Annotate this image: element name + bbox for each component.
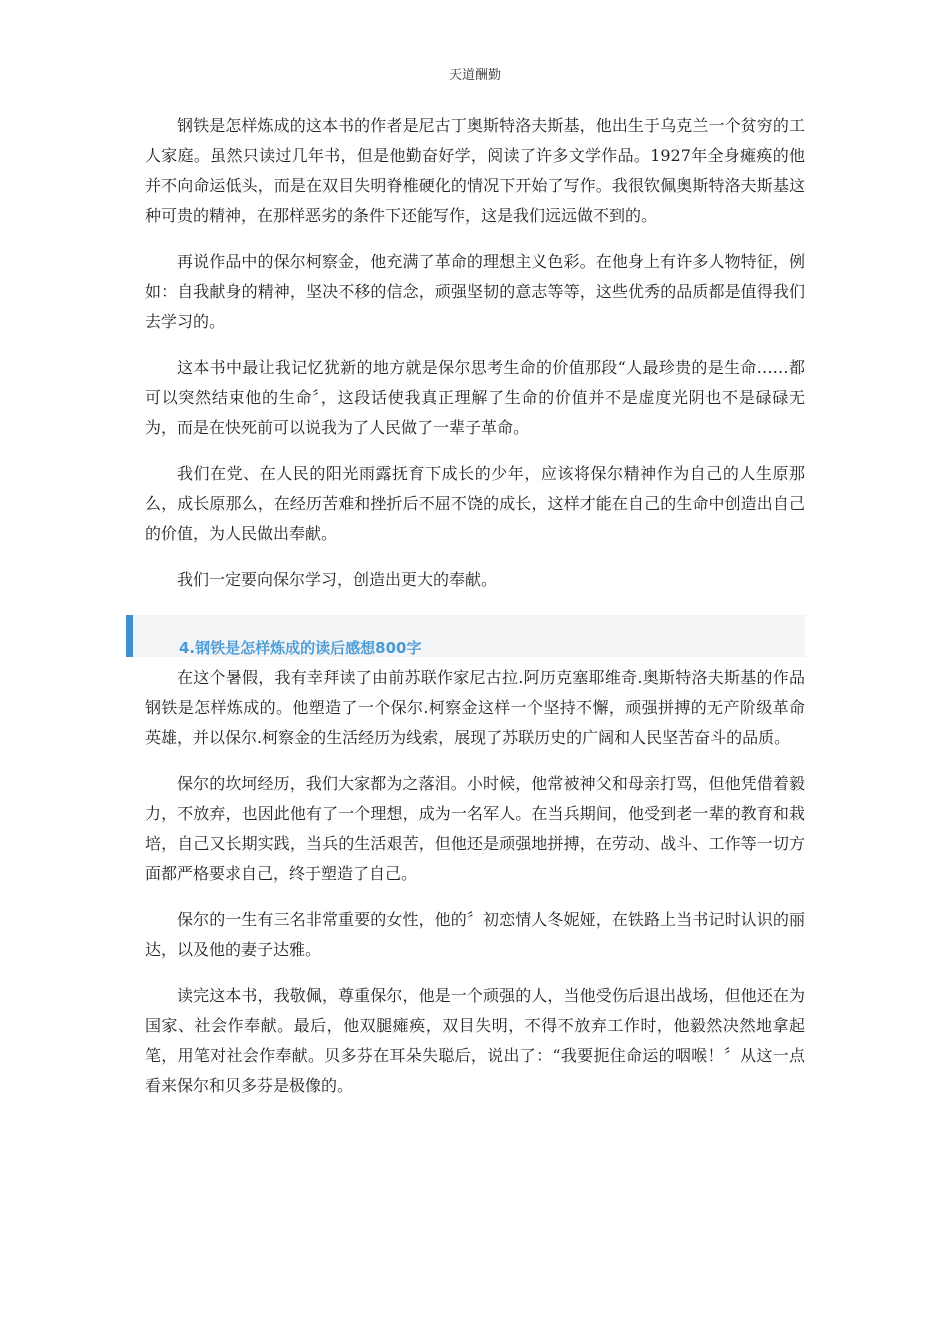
paragraph: 我们在党、在人民的阳光雨露抚育下成长的少年，应该将保尔精神作为自己的人生原那么，成长原那么，在经历苦难和挫折后不屈不饶的成长，这样才能在自己的生命中创造出自己的价值，为人民做出奉献。 — [145, 464, 805, 543]
paragraph: 钢铁是怎样炼成的这本书的作者是尼古丁奥斯特洛夫斯基，他出生于乌克兰一个贫穷的工人家庭。虽然只读过几年书，但是他勤奋好学，阅读了许多文学作品。1927年全身瘫痪的他并不向命运低头，而是在双目失明脊椎硬化的情况下开始了写作。我很钦佩奥斯特洛夫斯基这种可贵的精神，在那样恶劣的条件下还能写作，这是我们远远做不到的。 — [145, 116, 805, 225]
paragraph: 在这个暑假，我有幸拜读了由前苏联作家尼古拉.阿历克塞耶维奇.奥斯特洛夫斯基的作品钢铁是怎样炼成的。他塑造了一个保尔.柯察金这样一个坚持不懈，顽强拼搏的无产阶级革命英雄，并以保尔.柯察金的生活经历为线索，展现了苏联历史的广阔和人民坚苦奋斗的品质。 — [145, 668, 805, 747]
article-body-section4 — [145, 663, 805, 1101]
paragraph: 再说作品中的保尔柯察金，他充满了革命的理想主义色彩。在他身上有许多人物特征，例如：自我献身的精神，坚决不移的信念，顽强坚韧的意志等等，这些优秀的品质都是值得我们去学习的。 — [145, 252, 805, 331]
paragraph: 读完这本书，我敬佩，尊重保尔，他是一个顽强的人，当他受伤后退出战场，但他还在为国家、社会作奉献。最后，他双腿瘫痪，双目失明，不得不放弃工作时，他毅然决然地拿起笔，用笔对社会作奉献。贝多芬在耳朵失聪后，说出了：“我要扼住命运的咽喉！〞从这一点看来保尔和贝多芬是极像的。 — [145, 986, 805, 1095]
paragraph: 我们一定要向保尔学习，创造出更大的奉献。 — [177, 570, 498, 589]
paragraph: 保尔的坎坷经历，我们大家都为之落泪。小时候，他常被神父和母亲打骂，但他凭借着毅力，不放弃，也因此他有了一个理想，成为一名军人。在当兵期间，他受到老一辈的教育和栽培，自己又长期实践，当兵的生活艰苦，但他还是顽强地拼搏，在劳动、战斗、工作等一切方面都严格要求自己，终于塑造了自己。 — [145, 774, 805, 883]
paragraph: 保尔的一生有三名非常重要的女性，他的〞初恋情人冬妮娅，在铁路上当书记时认识的丽达，以及他的妻子达雅。 — [145, 910, 805, 959]
section-title: 4.钢铁是怎样炼成的读后感想800字 — [179, 639, 422, 657]
article-body-part1 — [145, 111, 805, 595]
page-header: 天道酬勤 — [448, 68, 501, 83]
section-accent-bar — [126, 615, 133, 657]
paragraph: 这本书中最让我记忆犹新的地方就是保尔思考生命的价值那段“人最珍贵的是生命……都可以突然结束他的生命〞，这段话使我真正理解了生命的价值并不是虚度光阴也不是碌碌无为，而是在快死前可以说我为了人民做了一辈子革命。 — [145, 358, 805, 437]
